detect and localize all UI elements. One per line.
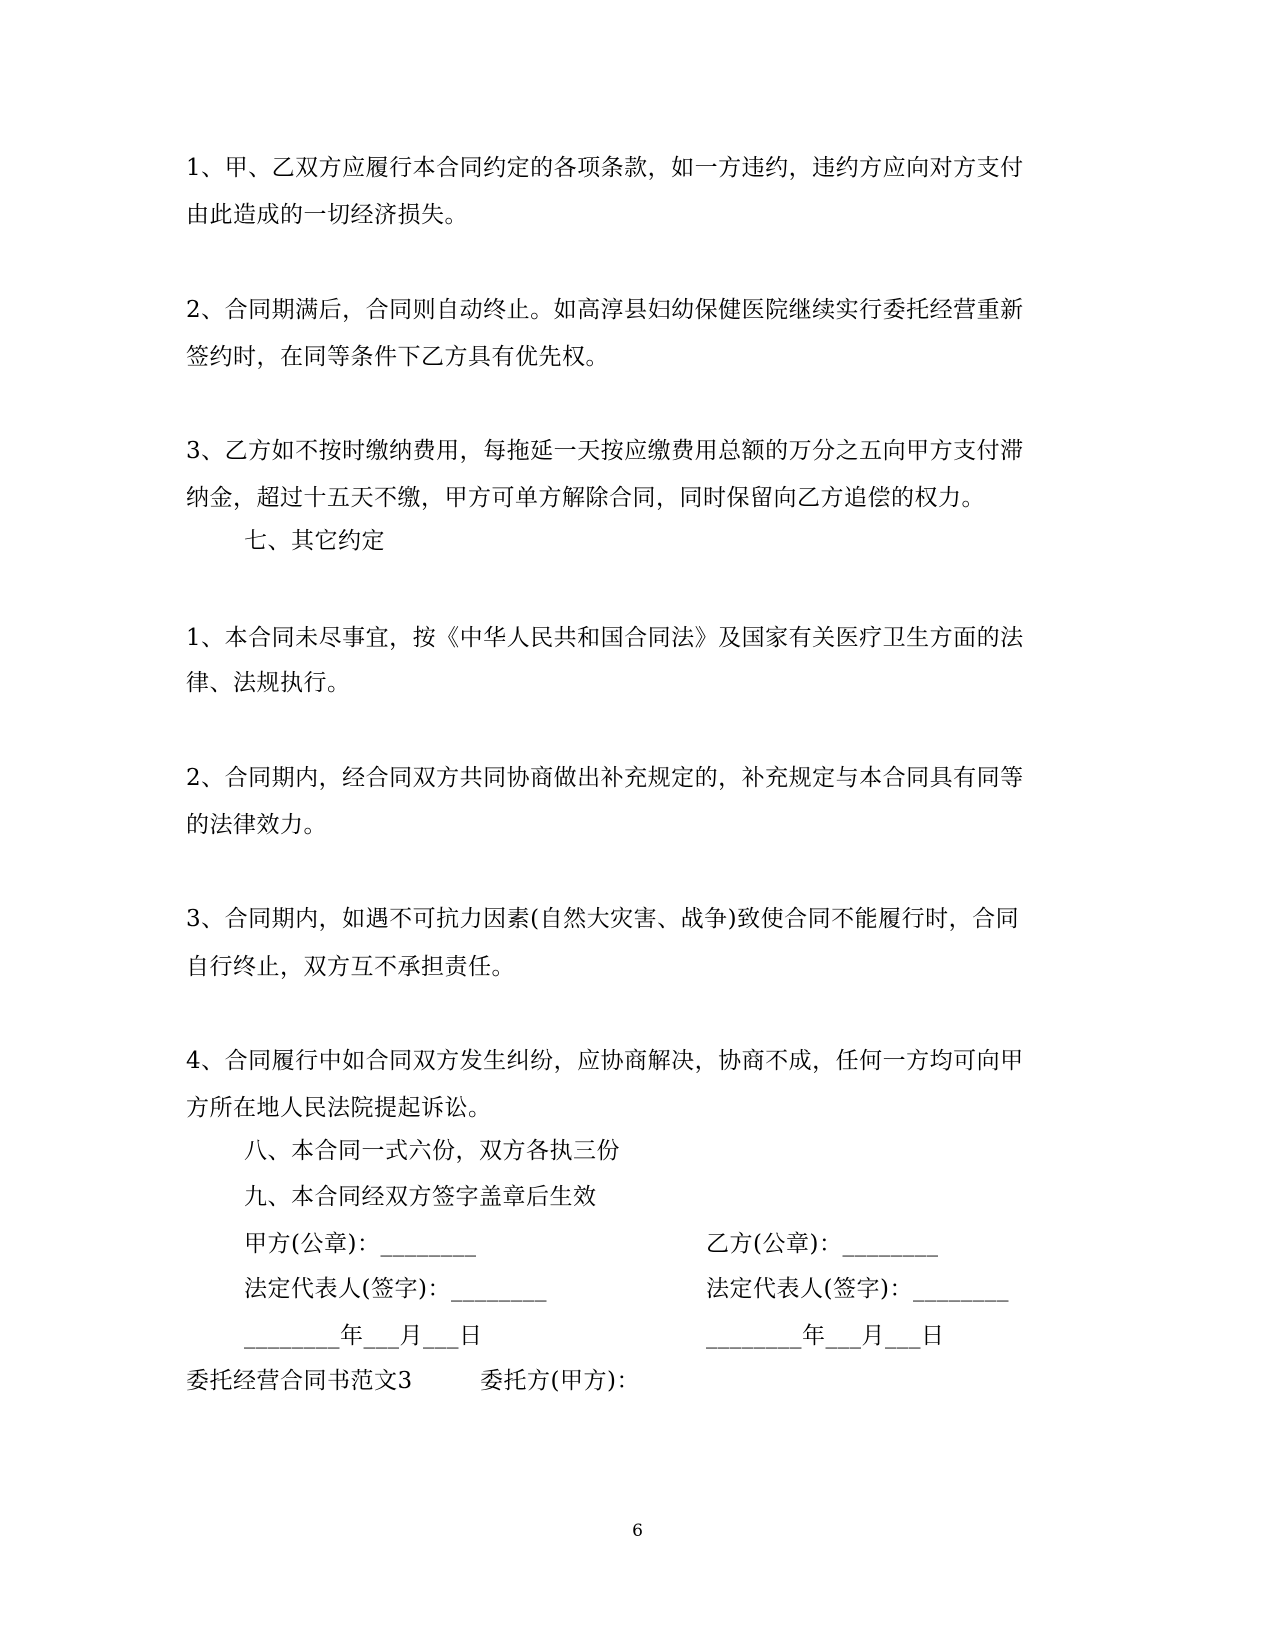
party-a-date: ________年___月___日 xyxy=(244,1323,483,1349)
next-document-title: 委托经营合同书范文3 xyxy=(186,1368,413,1394)
heading-8: 八、本合同一式六份，双方各执三份 xyxy=(244,1138,620,1164)
party-b-date: ________年___月___日 xyxy=(706,1323,945,1349)
party-b-seal: 乙方(公章)：________ xyxy=(706,1231,939,1257)
clause-6-1-line2: 由此造成的一切经济损失。 xyxy=(186,202,468,228)
party-a-seal: 甲方(公章)：________ xyxy=(244,1231,477,1257)
party-a-representative: 法定代表人(签字)：________ xyxy=(244,1276,547,1302)
clause-7-1-line1: 1、本合同未尽事宜，按《中华人民共和国合同法》及国家有关医疗卫生方面的法 xyxy=(186,625,1024,651)
clause-6-1-line1: 1、甲、乙双方应履行本合同约定的各项条款，如一方违约，违约方应向对方支付 xyxy=(186,155,1024,181)
party-b-representative: 法定代表人(签字)：________ xyxy=(706,1276,1009,1302)
clause-6-2-line2: 签约时，在同等条件下乙方具有优先权。 xyxy=(186,344,609,370)
clause-7-4-line1: 4、合同履行中如合同双方发生纠纷，应协商解决，协商不成，任何一方均可向甲 xyxy=(186,1048,1024,1074)
page-number: 6 xyxy=(632,1521,643,1541)
heading-9: 九、本合同经双方签字盖章后生效 xyxy=(244,1184,597,1210)
clause-6-3-line2: 纳金，超过十五天不缴，甲方可单方解除合同，同时保留向乙方追偿的权力。 xyxy=(186,485,985,511)
clause-7-2-line1: 2、合同期内，经合同双方共同协商做出补充规定的，补充规定与本合同具有同等 xyxy=(186,765,1024,791)
clause-6-3-line1: 3、乙方如不按时缴纳费用，每拖延一天按应缴费用总额的万分之五向甲方支付滞 xyxy=(186,438,1024,464)
clause-7-1-line2: 律、法规执行。 xyxy=(186,670,351,696)
heading-7: 七、其它约定 xyxy=(244,528,385,554)
clause-7-3-line2: 自行终止，双方互不承担责任。 xyxy=(186,954,515,980)
clause-7-3-line1: 3、合同期内，如遇不可抗力因素(自然大灾害、战争)致使合同不能履行时，合同 xyxy=(186,906,1020,932)
clause-6-2-line1: 2、合同期满后，合同则自动终止。如高淳县妇幼保健医院继续实行委托经营重新 xyxy=(186,297,1024,323)
clause-7-4-line2: 方所在地人民法院提起诉讼。 xyxy=(186,1095,492,1121)
entrusting-party-label: 委托方(甲方)： xyxy=(480,1368,640,1394)
clause-7-2-line2: 的法律效力。 xyxy=(186,812,327,838)
